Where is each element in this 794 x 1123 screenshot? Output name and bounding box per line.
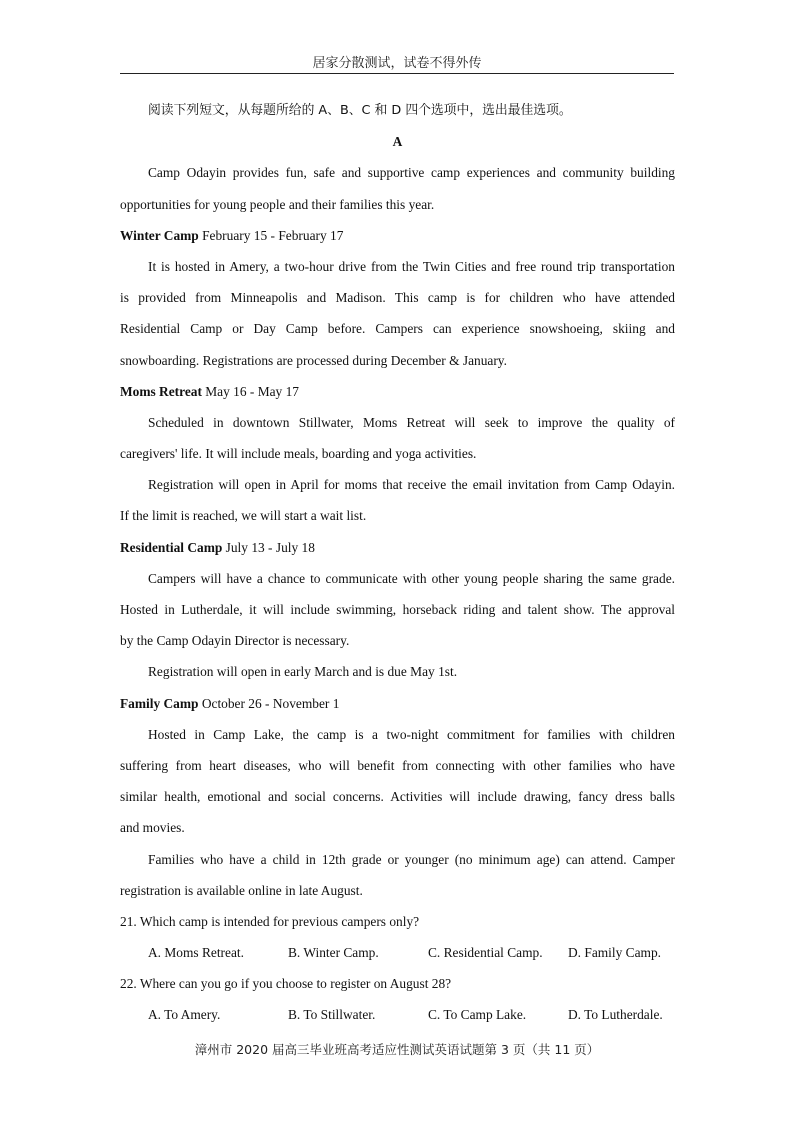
family-paragraph-line: registration is available online in late August. [120,882,363,898]
family-paragraph-line: Hosted in Camp Lake, the camp is a two-night commitment for families with children [148,726,675,742]
winter-camp-heading [120,220,675,251]
instructions: 阅读下列短文，从每题所给的 A、B、C 和 D 四个选项中，选出最佳选项。 [148,103,572,118]
residential-camp-heading [120,532,675,563]
family-camp-title: Family Camp [120,695,199,711]
intro-line: Camp Odayin provides fun, safe and supportive camp experiences and community building [148,165,675,181]
option-a[interactable]: A. To Amery. [148,1007,221,1023]
option-d[interactable]: D. Family Camp. [568,945,661,961]
document-body [120,95,675,1031]
section-label: A [392,134,403,150]
residential-paragraph-line: Campers will have a chance to communicate with other young people sharing the same grade. [148,570,675,586]
moms-retreat-title: Moms Retreat [120,383,202,399]
family-paragraph-line: suffering from heart diseases, who will benefit from connecting with other families who have [120,757,675,773]
option-c[interactable]: C. Residential Camp. [428,945,543,961]
intro-line: opportunities for young people and their families this year. [120,196,435,212]
option-a[interactable]: A. Moms Retreat. [148,945,244,961]
winter-camp-dates: February 15 - February 17 [198,227,344,243]
winter-paragraph-line: It is hosted in Amery, a two-hour drive from the Twin Cities and free round trip transportation [148,258,675,274]
residential-paragraph-line: Hosted in Lutherdale, it will include swimming, horseback riding and talent show. The approval [120,602,675,617]
family-paragraph-line: Families who have a child in 12th grade or younger (no minimum age) can attend. Camper [148,851,675,867]
residential-paragraph-line: Registration will open in early March and is due May 1st. [148,664,458,680]
family-camp-heading [120,688,675,719]
moms-retreat-heading [120,376,675,407]
residential-camp-title: Residential Camp [120,539,223,555]
option-b[interactable]: B. To Stillwater. [288,1007,376,1023]
option-b[interactable]: B. Winter Camp. [288,945,379,961]
moms-paragraph-line: caregivers' life. It will include meals, boarding and yoga activities. [120,446,477,462]
question-options [120,937,675,968]
option-d[interactable]: D. To Lutherdale. [568,1007,663,1023]
moms-paragraph-line: Registration will open in April for moms that receive the email invitation from Camp Odayin. [148,477,675,493]
family-paragraph-line: and movies. [120,820,185,836]
family-paragraph-line: similar health, emotional and social concerns. Activities will include drawing, fancy dress balls [120,789,675,805]
moms-paragraph-line: If the limit is reached, we will start a wait list. [120,508,367,524]
question-stem: 21. Which camp is intended for previous campers only? [120,913,420,929]
question-stem: 22. Where can you go if you choose to register on August 28? [120,976,452,992]
question-options [120,999,675,1030]
family-camp-dates: October 26 - November 1 [198,695,340,711]
moms-retreat-dates: May 16 - May 17 [201,383,299,399]
moms-paragraph-line: Scheduled in downtown Stillwater, Moms Retreat will seek to improve the quality of [148,414,675,430]
page-header: 居家分散测试，试卷不得外传 [312,56,482,71]
winter-paragraph-line: snowboarding. Registrations are processed during December & January. [120,352,507,368]
residential-camp-dates: July 13 - July 18 [222,539,315,555]
winter-paragraph-line: is provided from Minneapolis and Madison. This camp is for children who have attended [120,290,675,306]
option-c[interactable]: C. To Camp Lake. [428,1007,527,1023]
residential-paragraph-line: by the Camp Odayin Director is necessary. [120,633,350,649]
page-footer: 漳州市 2020 届高三毕业班高考适应性测试英语试题第 3 页（共 11 页） [194,1042,600,1057]
winter-camp-title: Winter Camp [120,227,199,243]
header-divider [120,73,674,74]
winter-paragraph-line: Residential Camp or Day Camp before. Campers can experience snowshoeing, skiing and [120,321,675,337]
